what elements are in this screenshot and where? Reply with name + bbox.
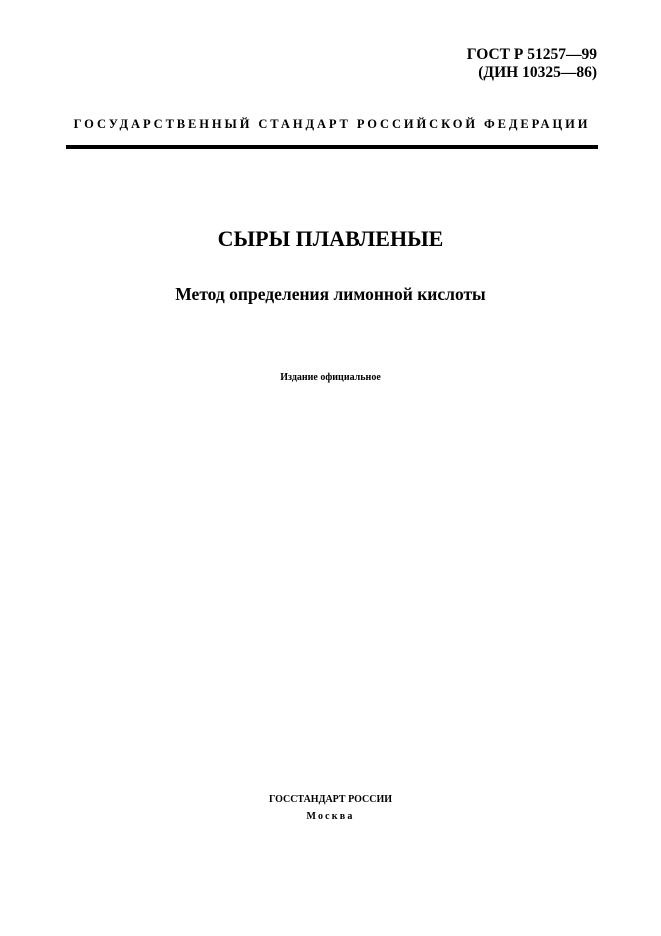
header-rule — [66, 145, 598, 149]
publisher-name: ГОССТАНДАРТ РОССИИ — [268, 794, 393, 805]
document-code-block — [467, 46, 597, 82]
page-subtitle: Метод определения лимонной кислоты — [175, 284, 486, 304]
page-title: СЫРЫ ПЛАВЛЕНЫЕ — [217, 226, 444, 251]
document-code-alt: (ДИН 10325—86) — [478, 64, 597, 81]
document-code: ГОСТ Р 51257—99 — [466, 46, 597, 63]
publisher-city: Москва — [306, 811, 355, 822]
edition-note: Издание официальное — [280, 372, 381, 383]
standard-header: ГОСУДАРСТВЕННЫЙ СТАНДАРТ РОССИЙСКОЙ ФЕДЕРАЦИИ — [73, 117, 591, 131]
